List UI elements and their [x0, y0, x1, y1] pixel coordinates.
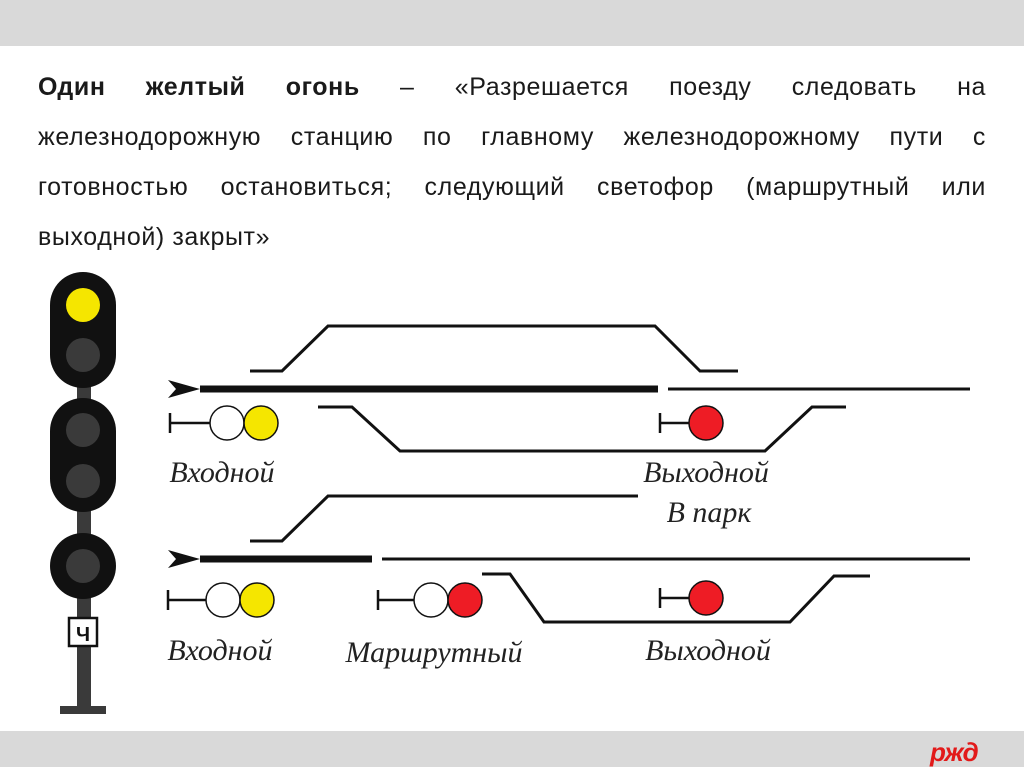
top-entry-lamp-white	[210, 406, 244, 440]
signal-lamp-5	[66, 549, 100, 583]
scheme-bottom-tracks	[168, 496, 970, 622]
heading-rest: – «Разрешается поезду следовать на железнодорожную станцию по главному железнодорожному пути с готовностью остановиться; следующий светофор (маршрутный или выходной) закрыт»	[38, 73, 986, 251]
bottom-entry-signal	[168, 583, 274, 617]
top-exit-lamp-red	[689, 406, 723, 440]
track-bottom-upper-siding	[250, 496, 638, 541]
route-label: Маршрутный	[345, 636, 523, 669]
park-label: В парк	[666, 496, 752, 529]
signal-lamp-1	[66, 288, 100, 322]
top-exit-signal	[660, 406, 723, 440]
rzd-logo: ржд	[930, 737, 978, 767]
bottom-exit-signal	[660, 581, 723, 615]
signal-lamp-3	[66, 413, 100, 447]
route-lamp-red	[448, 583, 482, 617]
bottom-entry-lamp-white	[206, 583, 240, 617]
scheme-top-tracks	[168, 326, 970, 451]
bottom-route-signal	[378, 583, 482, 617]
train-arrow-bottom	[168, 550, 200, 568]
signal-lamp-2	[66, 338, 100, 372]
bottom-exit-lamp-red	[689, 581, 723, 615]
track-top-upper-siding	[250, 326, 738, 371]
signal-lamp-4	[66, 464, 100, 498]
top-entry-signal	[170, 406, 278, 440]
signal-base	[60, 706, 106, 714]
train-arrow-top	[168, 380, 200, 398]
route-lamp-white	[414, 583, 448, 617]
bottom-entry-lamp-yellow	[240, 583, 274, 617]
signal-plate-label: Ч	[75, 624, 91, 646]
top-entry-label: Входной	[169, 456, 275, 489]
top-entry-lamp-yellow	[244, 406, 278, 440]
track-top-lower-siding	[318, 407, 846, 451]
bottom-entry-label: Входной	[167, 634, 273, 667]
signal-post	[50, 272, 116, 714]
top-exit-label: Выходной	[643, 456, 769, 489]
bottom-exit-label: Выходной	[645, 634, 771, 667]
heading-bold: Один желтый огонь	[38, 73, 360, 101]
